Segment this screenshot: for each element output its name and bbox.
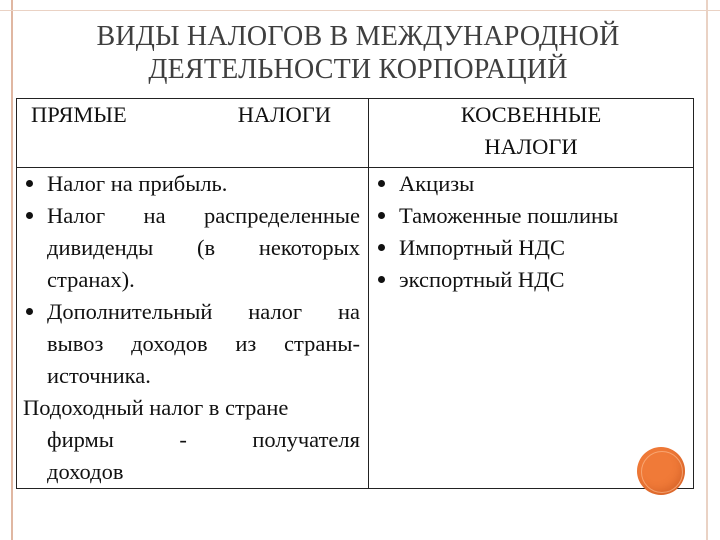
indirect-header-line2: НАЛОГИ [484, 134, 578, 159]
list-item: Налог на прибыль. [17, 168, 368, 200]
direct-header-word2: НАЛОГИ [237, 102, 331, 127]
income-tax-dash: - [179, 427, 187, 452]
list-item: Импортный НДС [369, 232, 693, 264]
list-item: экспортный НДС [369, 264, 693, 296]
table-header-row [17, 99, 694, 168]
list-item: Акцизы [369, 168, 693, 200]
income-tax-line1: Подоходный налог в стране [23, 395, 289, 420]
indirect-header-line1: КОСВЕННЫЕ [460, 102, 602, 127]
income-tax-line2 [47, 424, 360, 456]
decorative-orange-circle [637, 447, 685, 495]
indirect-taxes-cell [369, 168, 694, 489]
slide-frame-left [11, 0, 13, 540]
tax-types-table [16, 98, 694, 489]
income-tax-word-firm: фирмы [47, 427, 114, 452]
income-tax-paragraph [17, 392, 368, 488]
slide-frame-right [706, 0, 708, 540]
direct-header-word1: ПРЯМЫЕ [31, 102, 127, 127]
slide-frame-top [0, 10, 720, 11]
slide-title-line1: ВИДЫ НАЛОГОВ В МЕЖДУНАРОДНОЙ [96, 21, 620, 52]
slide-title [20, 20, 696, 86]
indirect-taxes-header [369, 99, 694, 168]
income-tax-rest [23, 424, 360, 488]
income-tax-line3: доходов [47, 459, 124, 484]
list-item: Дополнительный налог на вывоз доходов из страны-источника. [17, 296, 368, 392]
direct-taxes-list [17, 168, 368, 392]
list-item: Таможенные пошлины [369, 200, 693, 232]
slide-title-line2: ДЕЯТЕЛЬНОСТИ КОРПОРАЦИЙ [148, 54, 568, 85]
direct-taxes-cell [17, 168, 369, 489]
indirect-taxes-list [369, 168, 693, 296]
income-tax-word-recipient: получателя [252, 427, 360, 452]
table-body-row [17, 168, 694, 489]
list-item: Налог на распределенные дивиденды (в некоторых странах). [17, 200, 368, 296]
direct-taxes-header [17, 99, 369, 168]
